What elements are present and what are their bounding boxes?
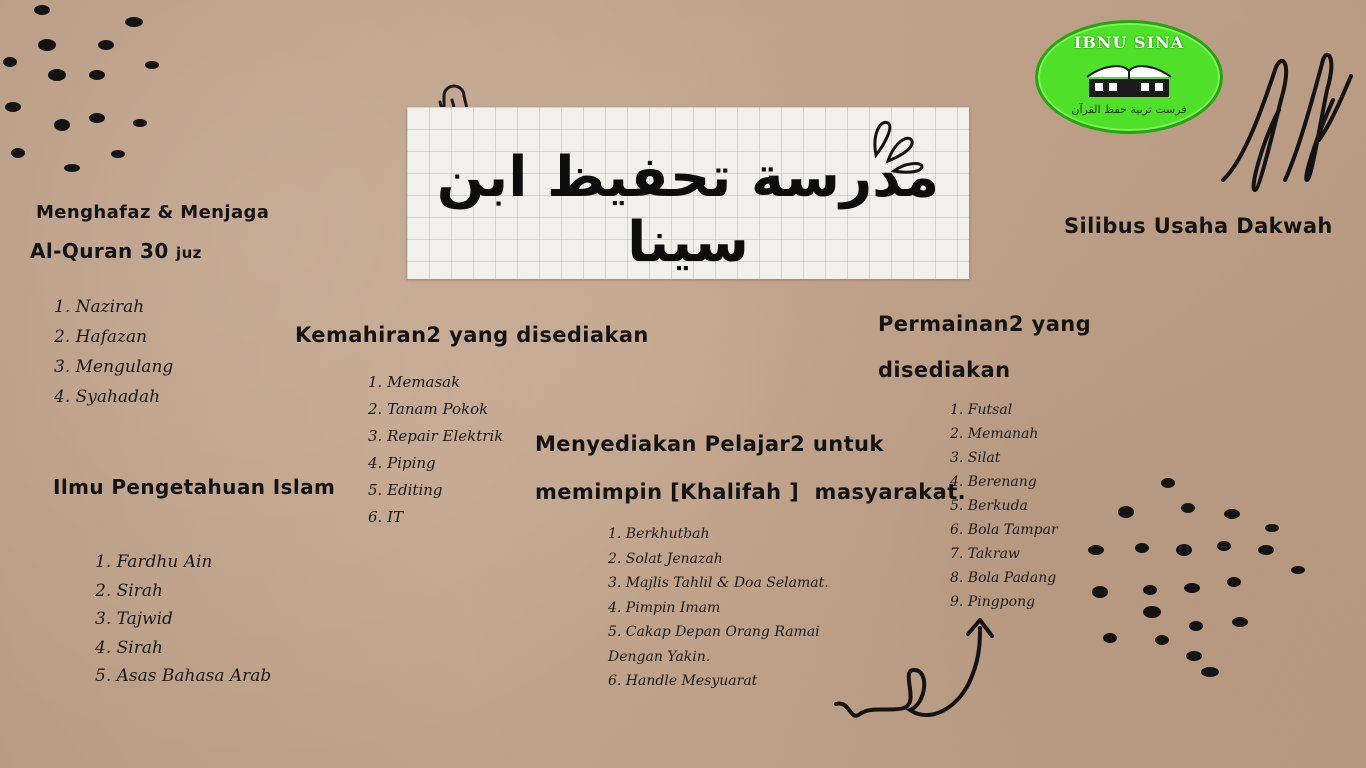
doodle-spark-icon xyxy=(868,115,930,177)
scribble-dots-bottom-right xyxy=(1080,470,1310,690)
arrow-doodle-icon xyxy=(830,612,1000,727)
list-item: Dengan Yakin. xyxy=(608,648,711,665)
list-item: 2. Tanam Pokok xyxy=(368,400,489,418)
leadership-heading-line1: Menyediakan Pelajar2 untuk xyxy=(535,432,884,456)
list-item: 2. Solat Jenazah xyxy=(608,550,723,567)
games-heading-line1: Permainan2 yang xyxy=(878,312,1092,336)
list-item: 9. Pingpong xyxy=(950,594,1036,610)
list-item: 1. Fardhu Ain xyxy=(95,552,213,572)
list-item: 1. Memasak xyxy=(368,373,461,391)
list-item: 5. Berkuda xyxy=(950,498,1028,514)
islam-list xyxy=(95,548,271,691)
list-item: 3. Mengulang xyxy=(54,357,174,377)
list-item: 3. Tajwid xyxy=(95,609,173,629)
quran-heading-suffix: juz xyxy=(176,244,202,262)
games-list xyxy=(950,398,1058,614)
list-item: 5. Editing xyxy=(368,481,443,499)
islam-heading: Ilmu Pengetahuan Islam xyxy=(53,475,336,499)
list-item: 6. Bola Tampar xyxy=(950,522,1058,538)
scribble-dots-top-left xyxy=(0,0,180,180)
games-heading-line2: disediakan xyxy=(878,358,1011,382)
syllabus-title: Silibus Usaha Dakwah xyxy=(1064,214,1333,238)
ibnu-sina-logo xyxy=(1035,20,1223,134)
quran-heading-line2 xyxy=(30,239,202,263)
skills-heading: Kemahiran2 yang disediakan xyxy=(295,323,649,347)
list-item: 2. Hafazan xyxy=(54,327,148,347)
list-item: 3. Silat xyxy=(950,450,1001,466)
leadership-heading-line2: memimpin [Khalifah ] masyarakat. xyxy=(535,480,967,504)
list-item: 2. Memanah xyxy=(950,426,1039,442)
logo-title: IBNU SINA xyxy=(1073,33,1185,52)
list-item: 4. Syahadah xyxy=(54,387,161,407)
list-item: 1. Berkhutbah xyxy=(608,526,710,542)
list-item: 6. IT xyxy=(368,508,404,526)
list-item: 3. Majlis Tahlil & Doa Selamat. xyxy=(608,575,829,591)
list-item: 4. Piping xyxy=(368,454,436,472)
list-item: 7. Takraw xyxy=(950,546,1020,562)
leadership-list xyxy=(608,522,829,694)
list-item: 2. Sirah xyxy=(95,580,163,601)
quran-heading-line1: Menghafaz & Menjaga xyxy=(36,202,270,223)
skills-list xyxy=(368,369,503,531)
list-item: 4. Sirah xyxy=(95,637,163,658)
doodle-loops-icon xyxy=(1215,40,1365,195)
logo-arabic-caption: فرست تربية حفظ القرآن xyxy=(1071,103,1187,116)
list-item: 1. Nazirah xyxy=(54,297,145,317)
list-item: 8. Bola Padang xyxy=(950,570,1057,586)
list-item: 6. Handle Mesyuarat xyxy=(608,673,758,689)
list-item: 3. Repair Elektrik xyxy=(368,427,504,445)
arabic-school-title: مدرسة تحفيظ ابن سينا xyxy=(436,145,940,275)
quran-heading-main: Al-Quran 30 xyxy=(30,239,169,263)
list-item: 4. Berenang xyxy=(950,474,1037,490)
book-house-icon xyxy=(1083,55,1175,103)
list-item: 4. Pimpin Imam xyxy=(608,599,721,616)
list-item: 5. Cakap Depan Orang Ramai xyxy=(608,624,820,640)
list-item: 1. Futsal xyxy=(950,402,1013,418)
quran-list xyxy=(54,292,173,412)
list-item: 5. Asas Bahasa Arab xyxy=(95,666,272,686)
